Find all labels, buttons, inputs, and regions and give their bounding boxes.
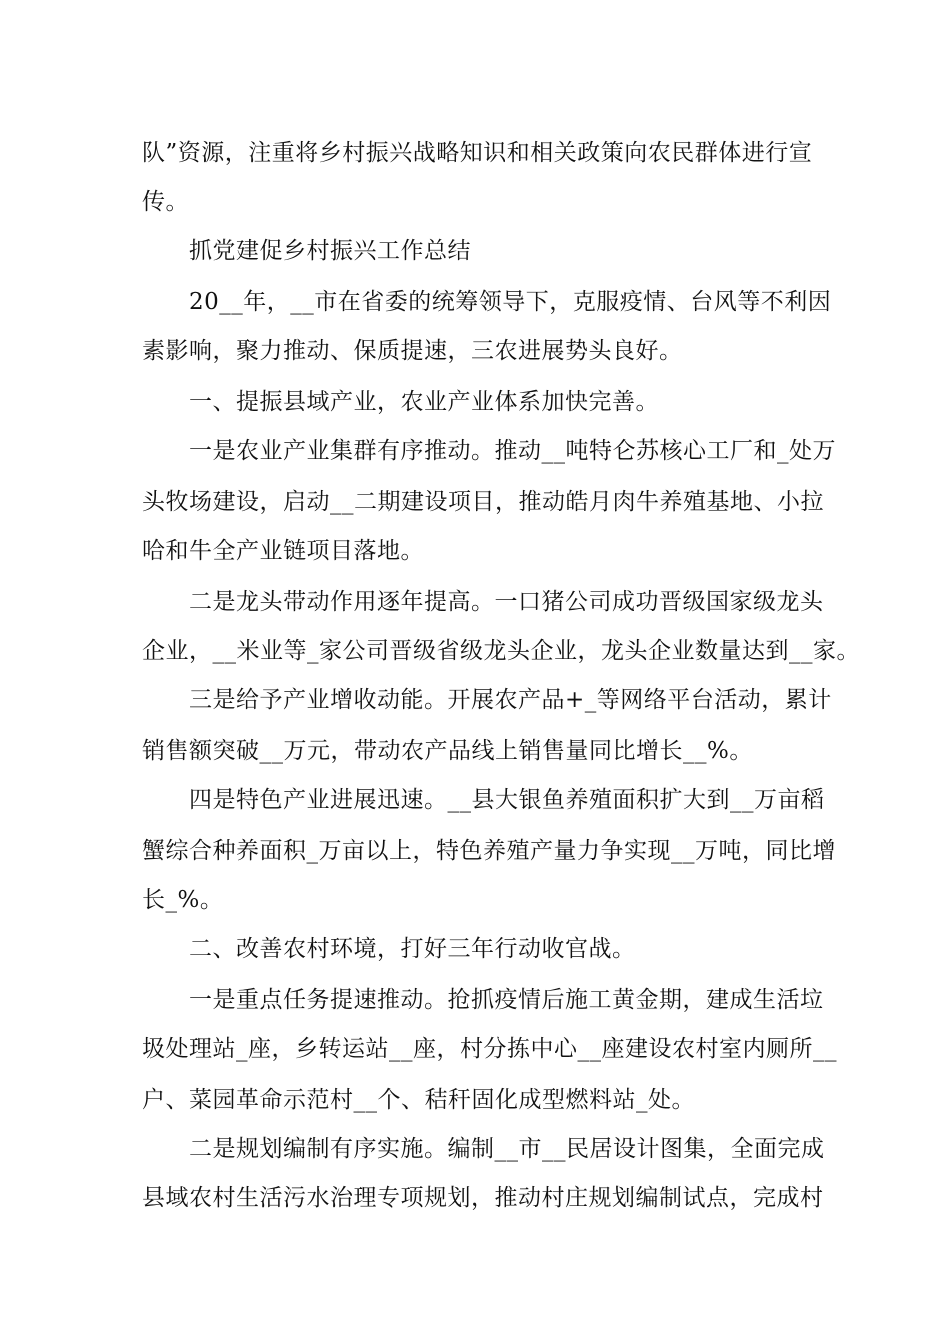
- text-line: 四是特色产业进展迅速。__县大银鱼养殖面积扩大到__万亩稻: [189, 787, 825, 813]
- text-line: 一是农业产业集群有序推动。推动__吨特仑苏核心工厂和_处万: [189, 438, 836, 464]
- text-line: 三是给予产业增收动能。开展农产品+_等网络平台活动，累计: [189, 687, 832, 713]
- text-line: 蟹综合种养面积_万亩以上，特色养殖产量力争实现__万吨，同比增: [142, 838, 836, 864]
- text-line: 素影响，聚力推动、保质提速，三农进展势头良好。: [142, 338, 683, 364]
- text-line: 二是龙头带动作用逐年提高。一口猪公司成功晋级国家级龙头: [189, 589, 824, 615]
- text-line: 二是规划编制有序实施。编制__市__民居设计图集，全面完成: [189, 1136, 825, 1162]
- text-line: 队”资源，注重将乡村振兴战略知识和相关政策向农民群体进行宣: [142, 140, 813, 166]
- heading-line: 一、提振县域产业，农业产业体系加快完善。: [189, 389, 659, 415]
- text-line: 长_%。: [142, 887, 224, 913]
- text-line: 户、菜园革命示范村__个、秸秆固化成型燃料站_处。: [142, 1087, 695, 1113]
- text-line: 哈和牛全产业链项目落地。: [142, 538, 424, 564]
- section-title: 抓党建促乡村振兴工作总结: [189, 238, 471, 264]
- text-line: 县域农村生活污水治理专项规划，推动村庄规划编制试点，完成村: [142, 1185, 824, 1211]
- text-line: 头牧场建设，启动__二期建设项目，推动皓月肉牛养殖基地、小拉: [142, 489, 824, 515]
- text-line: 一是重点任务提速推动。抢抓疫情后施工黄金期，建成生活垃: [189, 987, 824, 1013]
- text-line: 20__年，__市在省委的统筹领导下，克服疫情、台风等不利因: [189, 289, 832, 315]
- text-line: 圾处理站_座，乡转运站__座，村分拣中心__座建设农村室内厕所__: [142, 1036, 837, 1062]
- text-line: 销售额突破__万元，带动农产品线上销售量同比增长__%。: [142, 738, 753, 764]
- text-line: 企业，__米业等_家公司晋级省级龙头企业，龙头企业数量达到__家。: [142, 638, 860, 664]
- text-line: 传。: [142, 189, 189, 215]
- heading-line: 二、改善农村环境，打好三年行动收官战。: [189, 936, 636, 962]
